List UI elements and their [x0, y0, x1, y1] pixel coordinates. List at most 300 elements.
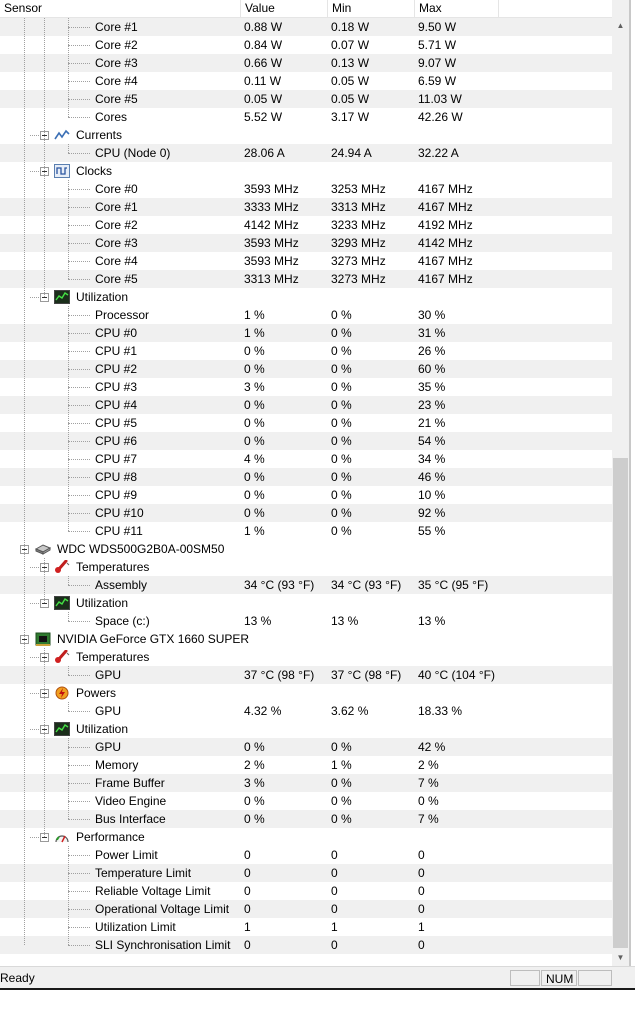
sensor-row[interactable]: [0, 216, 612, 234]
sensor-value: 34 °C (93 °F): [244, 578, 315, 592]
sensor-group-row[interactable]: [0, 684, 612, 702]
sensor-row[interactable]: [0, 234, 612, 252]
sensor-max: 0: [418, 938, 425, 952]
sensor-value: 0 %: [244, 416, 265, 430]
thermometer-icon: [54, 650, 70, 664]
tree-connector: [68, 423, 90, 424]
tree-connector: [68, 369, 90, 370]
tree-connector: [68, 711, 90, 712]
tree-guide-line: [68, 18, 69, 117]
tree-connector: [30, 729, 39, 730]
sensor-max: 23 %: [418, 398, 446, 412]
tree-connector: [68, 117, 90, 118]
sensor-max: 7 %: [418, 776, 439, 790]
sensor-label: Operational Voltage Limit: [95, 902, 230, 916]
sensor-max: 31 %: [418, 326, 446, 340]
sensor-min: 0: [331, 848, 338, 862]
tree-guide-line: [68, 702, 69, 711]
sensor-value: 4.32 %: [244, 704, 282, 718]
sensor-row[interactable]: [0, 774, 612, 792]
sensor-value: 0: [244, 848, 251, 862]
column-header: [0, 0, 612, 18]
utilization-icon: [54, 596, 70, 610]
tree-connector: [68, 81, 90, 82]
sensor-min: 34 °C (93 °F): [331, 578, 402, 592]
sensor-value: 3333 MHz: [244, 200, 299, 214]
sensor-row[interactable]: [0, 918, 612, 936]
sensor-group-row[interactable]: [0, 720, 612, 738]
sensor-column-header[interactable]: Sensor: [0, 0, 241, 17]
sensor-max: 9.50 W: [418, 20, 457, 34]
sensor-label: Space (c:): [95, 614, 150, 628]
currents-icon: [54, 128, 70, 142]
sensor-label: Core #2: [95, 218, 138, 232]
sensor-max: 21 %: [418, 416, 446, 430]
sensor-row[interactable]: [0, 738, 612, 756]
tree-connector: [68, 207, 90, 208]
sensor-row[interactable]: [0, 324, 612, 342]
sensor-row[interactable]: [0, 36, 612, 54]
sensor-max: 2 %: [418, 758, 439, 772]
tree-connector: [68, 441, 90, 442]
performance-icon: [54, 830, 70, 844]
sensor-row[interactable]: [0, 414, 612, 432]
sensor-value: 0.88 W: [244, 20, 283, 34]
sensor-min: 0 %: [331, 434, 352, 448]
tree-connector: [68, 585, 90, 586]
sensor-min: 0.18 W: [331, 20, 370, 34]
sensor-max: 60 %: [418, 362, 446, 376]
sensor-label: CPU #0: [95, 326, 138, 340]
min-column-header[interactable]: Min: [328, 0, 415, 17]
tree-connector: [68, 315, 90, 316]
sensor-max: 55 %: [418, 524, 446, 538]
sensor-label: Reliable Voltage Limit: [95, 884, 211, 898]
tree-connector: [68, 909, 90, 910]
sensor-max: 0: [418, 884, 425, 898]
tree-connector: [68, 351, 90, 352]
sensor-row[interactable]: [0, 702, 612, 720]
sensor-row[interactable]: [0, 666, 612, 684]
sensor-value: 0 %: [244, 812, 265, 826]
sensor-label: CPU #6: [95, 434, 138, 448]
sensor-label: Power Limit: [95, 848, 158, 862]
group-label: Utilization: [76, 722, 129, 736]
sensor-label: Frame Buffer: [95, 776, 165, 790]
tree-connector: [68, 63, 90, 64]
device-row[interactable]: [0, 630, 612, 648]
status-text: Ready: [0, 971, 35, 985]
tree-connector: [30, 603, 39, 604]
sensor-value: 0: [244, 884, 251, 898]
utilization-icon: [54, 290, 70, 304]
tree-guide-line: [44, 18, 45, 297]
tree-connector: [68, 819, 90, 820]
sensor-min: 3273 MHz: [331, 254, 386, 268]
tree-guide-line: [68, 144, 69, 153]
sensor-row[interactable]: [0, 522, 612, 540]
sensor-value: 2 %: [244, 758, 265, 772]
sensor-row[interactable]: [0, 612, 612, 630]
tree-connector: [30, 135, 39, 136]
sensor-value: 0.11 W: [244, 74, 282, 88]
sensor-min: 0 %: [331, 362, 352, 376]
sensor-value: 3 %: [244, 380, 265, 394]
sensor-label: GPU: [95, 704, 122, 718]
sensor-row[interactable]: [0, 810, 612, 828]
sensor-group-row[interactable]: [0, 126, 612, 144]
sensor-group-row[interactable]: [0, 648, 612, 666]
tree-guide-line: [68, 306, 69, 531]
sensor-row[interactable]: [0, 252, 612, 270]
sensor-label: CPU (Node 0): [95, 146, 171, 160]
value-column-header[interactable]: Value: [241, 0, 328, 17]
gpu-icon: [35, 632, 51, 646]
tree-connector: [30, 837, 39, 838]
sensor-label: Core #0: [95, 182, 138, 196]
tree-connector: [68, 621, 90, 622]
sensor-min: 0 %: [331, 380, 352, 394]
tree-connector: [30, 567, 39, 568]
status-panel-empty: [510, 970, 540, 986]
sensor-max: 46 %: [418, 470, 446, 484]
tree-connector: [68, 153, 90, 154]
sensor-max: 4167 MHz: [418, 254, 473, 268]
sensor-min: 0 %: [331, 452, 352, 466]
sensor-max: 7 %: [418, 812, 439, 826]
sensor-row[interactable]: [0, 432, 612, 450]
sensor-max: 0: [418, 902, 425, 916]
sensor-value: 0: [244, 866, 251, 880]
sensor-value: 0 %: [244, 488, 265, 502]
sensor-row[interactable]: [0, 306, 612, 324]
sensor-row[interactable]: [0, 90, 612, 108]
tree-connector: [68, 747, 90, 748]
sensor-min: 0 %: [331, 488, 352, 502]
sensor-value: 1 %: [244, 308, 265, 322]
tree-connector: [68, 243, 90, 244]
sensor-row[interactable]: [0, 900, 612, 918]
sensor-label: Core #2: [95, 38, 138, 52]
sensor-row[interactable]: [0, 792, 612, 810]
sensor-value: 5.52 W: [244, 110, 283, 124]
sensor-min: 1: [331, 920, 338, 934]
sensor-value: 0: [244, 902, 251, 916]
sensor-value: 0.05 W: [244, 92, 283, 106]
status-panel-scroll: [578, 970, 612, 986]
sensor-group-row[interactable]: [0, 828, 612, 846]
tree-connector: [68, 333, 90, 334]
sensor-value: 37 °C (98 °F): [244, 668, 315, 682]
sensor-group-row[interactable]: [0, 288, 612, 306]
sensor-max: 4142 MHz: [418, 236, 473, 250]
thermometer-icon: [54, 560, 70, 574]
device-label: NVIDIA GeForce GTX 1660 SUPER: [57, 632, 250, 646]
sensor-label: CPU #11: [95, 524, 143, 538]
tree-connector: [30, 657, 39, 658]
sensor-value: 0 %: [244, 434, 265, 448]
sensor-max: 35 °C (95 °F): [418, 578, 489, 592]
sensor-value: 0 %: [244, 470, 265, 484]
sensor-max: 9.07 W: [418, 56, 457, 70]
sensor-label: CPU #2: [95, 362, 138, 376]
sensor-row[interactable]: [0, 504, 612, 522]
tree-connector: [68, 45, 90, 46]
sensor-value: 0 %: [244, 362, 265, 376]
sensor-max: 92 %: [418, 506, 446, 520]
sensor-max: 54 %: [418, 434, 446, 448]
tree-connector: [68, 675, 90, 676]
sensor-label: Core #5: [95, 92, 138, 106]
sensor-label: Core #3: [95, 56, 138, 70]
sensor-label: Cores: [95, 110, 128, 124]
sensor-value: 28.06 A: [244, 146, 285, 160]
sensor-row[interactable]: [0, 864, 612, 882]
sensor-row[interactable]: [0, 72, 612, 90]
sensor-tree[interactable]: [0, 18, 612, 958]
tree-guide-line: [68, 576, 69, 585]
sensor-min: 0 %: [331, 416, 352, 430]
sensor-label: CPU #8: [95, 470, 138, 484]
sensor-min: 0.05 W: [331, 74, 370, 88]
device-label: WDC WDS500G2B0A-00SM50: [57, 542, 225, 556]
sensor-label: CPU #5: [95, 416, 138, 430]
tree-connector: [68, 27, 90, 28]
sensor-min: 0: [331, 938, 338, 952]
sensor-value: 0.66 W: [244, 56, 283, 70]
tree-connector: [30, 693, 39, 694]
sensor-row[interactable]: [0, 342, 612, 360]
status-bar: [0, 966, 635, 988]
sensor-min: 0 %: [331, 524, 352, 538]
sensor-label: Assembly: [95, 578, 148, 592]
tree-connector: [68, 387, 90, 388]
sensor-max: 13 %: [418, 614, 446, 628]
sensor-row[interactable]: [0, 378, 612, 396]
sensor-label: GPU: [95, 668, 122, 682]
sensor-row[interactable]: [0, 18, 612, 36]
tree-guide-line: [68, 738, 69, 819]
sensor-group-row[interactable]: [0, 594, 612, 612]
sensor-label: Processor: [95, 308, 150, 322]
vertical-scrollbar[interactable]: [612, 0, 629, 966]
sensor-value: 0 %: [244, 740, 265, 754]
sensor-label: Core #5: [95, 272, 138, 286]
sensor-label: Memory: [95, 758, 139, 772]
sensor-row[interactable]: [0, 180, 612, 198]
sensor-row[interactable]: [0, 756, 612, 774]
sensor-value: 0.84 W: [244, 38, 283, 52]
sensor-label: CPU #4: [95, 398, 138, 412]
sensor-value: 0 %: [244, 794, 265, 808]
sensor-value: 0: [244, 938, 251, 952]
sensor-max: 0: [418, 866, 425, 880]
group-label: Temperatures: [76, 560, 150, 574]
sensor-row[interactable]: [0, 468, 612, 486]
scroll-up-icon[interactable]: ▲: [616, 21, 625, 30]
sensor-label: Temperature Limit: [95, 866, 192, 880]
device-row[interactable]: [0, 540, 612, 558]
sensor-min: 0.05 W: [331, 92, 370, 106]
sensor-value: 3593 MHz: [244, 236, 299, 250]
sensor-value: 0 %: [244, 344, 265, 358]
group-label: Temperatures: [76, 650, 150, 664]
sensor-min: 3273 MHz: [331, 272, 386, 286]
sensor-row[interactable]: [0, 936, 612, 954]
sensor-max: 26 %: [418, 344, 446, 358]
sensor-max: 0 %: [418, 794, 439, 808]
tree-connector: [68, 513, 90, 514]
sensor-min: 0 %: [331, 776, 352, 790]
sensor-min: 0: [331, 902, 338, 916]
sensor-min: 3293 MHz: [331, 236, 386, 250]
sensor-max: 0: [418, 848, 425, 862]
tree-guide-line: [68, 666, 69, 675]
sensor-min: 0: [331, 884, 338, 898]
sensor-min: 37 °C (98 °F): [331, 668, 402, 682]
sensor-max: 4167 MHz: [418, 200, 473, 214]
tree-connector: [68, 927, 90, 928]
tree-connector: [68, 261, 90, 262]
sensor-label: Bus Interface: [95, 812, 166, 826]
sensor-max: 6.59 W: [418, 74, 457, 88]
sensor-label: Core #1: [95, 20, 138, 34]
sensor-label: GPU: [95, 740, 122, 754]
sensor-value: 3313 MHz: [244, 272, 299, 286]
sensor-row[interactable]: [0, 846, 612, 864]
status-panel-num: NUM: [541, 970, 577, 986]
sensor-min: 0.07 W: [331, 38, 370, 52]
sensor-row[interactable]: [0, 576, 612, 594]
sensor-min: 13 %: [331, 614, 359, 628]
sensor-max: 5.71 W: [418, 38, 457, 52]
tree-connector: [68, 225, 90, 226]
tree-connector: [68, 477, 90, 478]
sensor-label: CPU #10: [95, 506, 144, 520]
sensor-min: 24.94 A: [331, 146, 372, 160]
clocks-icon: [54, 164, 70, 178]
sensor-row[interactable]: [0, 486, 612, 504]
powers-icon: [54, 686, 70, 700]
sensor-value: 13 %: [244, 614, 272, 628]
sensor-row[interactable]: [0, 198, 612, 216]
tree-connector: [68, 279, 90, 280]
sensor-max: 30 %: [418, 308, 446, 322]
sensor-row[interactable]: [0, 882, 612, 900]
sensor-row[interactable]: [0, 360, 612, 378]
tree-connector: [68, 873, 90, 874]
sensor-label: SLI Synchronisation Limit: [95, 938, 231, 952]
sensor-value: 4142 MHz: [244, 218, 299, 232]
tree-connector: [68, 855, 90, 856]
sensor-row[interactable]: [0, 270, 612, 288]
sensor-value: 3593 MHz: [244, 254, 299, 268]
sensor-max: 18.33 %: [418, 704, 463, 718]
tree-connector: [68, 99, 90, 100]
sensor-label: Video Engine: [95, 794, 167, 808]
group-label: Utilization: [76, 290, 129, 304]
sensor-min: 3.62 %: [331, 704, 369, 718]
tree-guide-line: [44, 558, 45, 603]
sensor-min: 0 %: [331, 812, 352, 826]
sensor-max: 4167 MHz: [418, 182, 473, 196]
sensor-min: 0 %: [331, 344, 352, 358]
tree-connector: [30, 297, 39, 298]
tree-connector: [68, 801, 90, 802]
sensor-group-row[interactable]: [0, 162, 612, 180]
sensor-max: 35 %: [418, 380, 446, 394]
tree-connector: [68, 531, 90, 532]
window-border: [629, 0, 631, 988]
sensor-max: 10 %: [418, 488, 446, 502]
sensor-min: 0 %: [331, 506, 352, 520]
sensor-min: 0: [331, 866, 338, 880]
sensor-label: CPU #7: [95, 452, 138, 466]
tree-guide-line: [24, 18, 25, 945]
sensor-max: 4192 MHz: [418, 218, 473, 232]
sensor-value: 1 %: [244, 326, 265, 340]
tree-connector: [30, 171, 39, 172]
sensor-label: CPU #9: [95, 488, 138, 502]
sensor-value: 0 %: [244, 398, 265, 412]
tree-connector: [68, 783, 90, 784]
sensor-row[interactable]: [0, 54, 612, 72]
tree-guide-line: [68, 180, 69, 279]
sensor-max: 4167 MHz: [418, 272, 473, 286]
sensor-label: Core #4: [95, 74, 138, 88]
sensor-label: Core #3: [95, 236, 138, 250]
scroll-down-icon[interactable]: ▼: [616, 953, 625, 962]
group-label: Performance: [76, 830, 145, 844]
max-column-header[interactable]: Max: [415, 0, 499, 17]
scroll-thumb[interactable]: [613, 458, 628, 948]
sensor-min: 3313 MHz: [331, 200, 386, 214]
drive-icon: [35, 542, 51, 556]
sensor-min: 0 %: [331, 326, 352, 340]
tree-connector: [68, 765, 90, 766]
sensor-row[interactable]: [0, 396, 612, 414]
group-label: Clocks: [76, 164, 113, 178]
sensor-max: 42.26 W: [418, 110, 463, 124]
sensor-max: 11.03 W: [418, 92, 462, 106]
tree-connector: [68, 459, 90, 460]
tree-connector: [68, 405, 90, 406]
bottom-border: [0, 988, 635, 990]
sensor-label: Core #4: [95, 254, 138, 268]
sensor-max: 34 %: [418, 452, 446, 466]
sensor-max: 1: [418, 920, 425, 934]
sensor-max: 42 %: [418, 740, 446, 754]
sensor-label: Utilization Limit: [95, 920, 176, 934]
tree-guide-line: [44, 648, 45, 837]
sensor-value: 3593 MHz: [244, 182, 299, 196]
sensor-value: 0 %: [244, 506, 265, 520]
sensor-max: 32.22 A: [418, 146, 459, 160]
utilization-icon: [54, 722, 70, 736]
sensor-value: 3 %: [244, 776, 265, 790]
sensor-min: 0 %: [331, 308, 352, 322]
sensor-group-row[interactable]: [0, 558, 612, 576]
sensor-min: 0.13 W: [331, 56, 370, 70]
tree-guide-line: [68, 846, 69, 945]
sensor-min: 3.17 W: [331, 110, 370, 124]
sensor-row[interactable]: [0, 144, 612, 162]
sensor-row[interactable]: [0, 108, 612, 126]
sensor-min: 0 %: [331, 398, 352, 412]
sensor-min: 3233 MHz: [331, 218, 386, 232]
sensor-value: 4 %: [244, 452, 265, 466]
sensor-row[interactable]: [0, 450, 612, 468]
